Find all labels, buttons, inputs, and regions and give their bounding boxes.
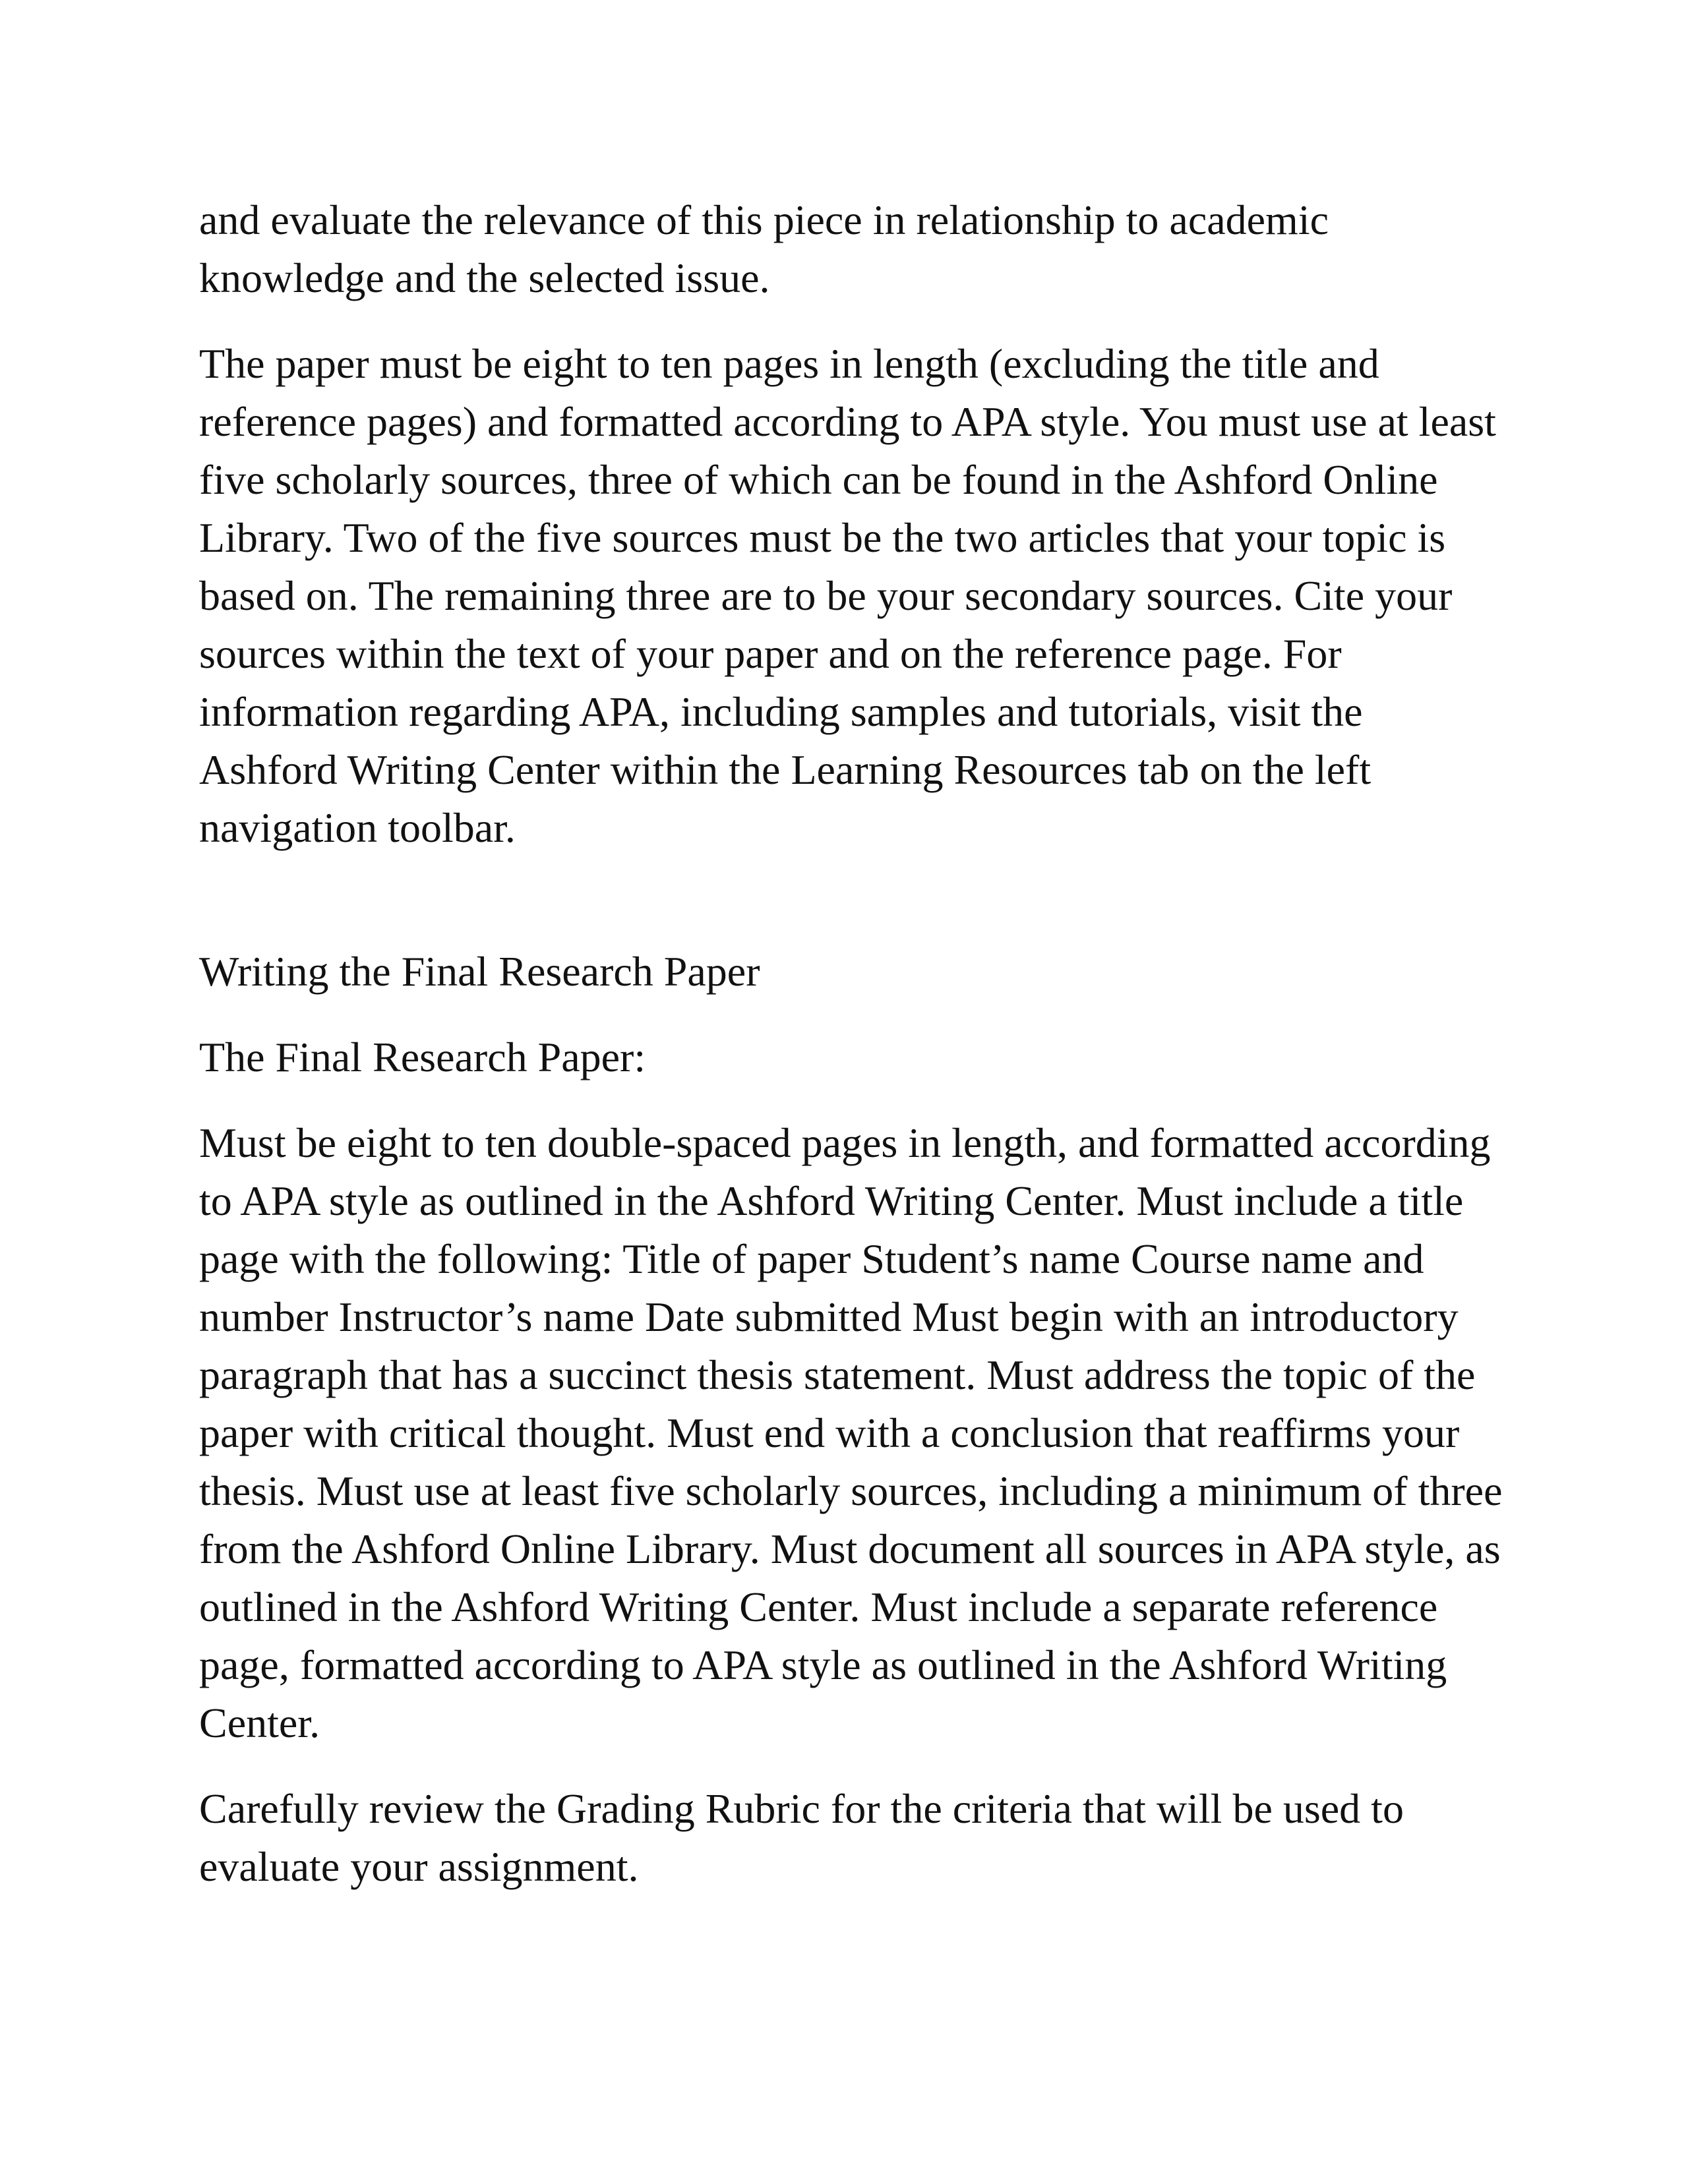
section-subheading: The Final Research Paper: [199,1034,646,1080]
paragraph-paper-requirements: The paper must be eight to ten pages in length (excluding the title and reference pages) and formatted according to APA style. You must use at least five scholarly sources, three of which can be found in the Ashford Online Library. Two of the five sources must be the two articles that your topic is based on. The remaining three are to be your secondary sources. Cite your sources within the text of your paper and on the reference page. For information regarding APA, including samples and tutorials, visit the Ashford Writing Center within the Learning Resources tab on the left navigation toolbar. [199,340,1496,851]
paragraph-final-paper-requirements: Must be eight to ten double-spaced pages in length, and formatted according to APA style as outlined in the Ashford Writing Center. Must include a title page with the following: Title of paper Student’s name Course name and number Instructor’s name Date submitted Must begin with an introductory paragraph that has a succinct thesis statement. Must address the topic of the paper with critical thought. Must end with a conclusion that reaffirms your thesis. Must use at least five scholarly sources, including a minimum of three from the Ashford Online Library. Must document all sources in APA style, as outlined in the Ashford Writing Center. Must include a separate reference page, formatted according to APA style as outlined in the Ashford Writing Center. [199,1119,1503,1746]
section-heading: Writing the Final Research Paper [199,948,760,995]
document-body [199,191,1505,1924]
paragraph-grading-rubric: Carefully review the Grading Rubric for the criteria that will be used to evaluate your assignment. [199,1785,1404,1890]
paragraph-relevance: and evaluate the relevance of this piece in relationship to academic knowledge and the selected issue. [199,196,1329,301]
